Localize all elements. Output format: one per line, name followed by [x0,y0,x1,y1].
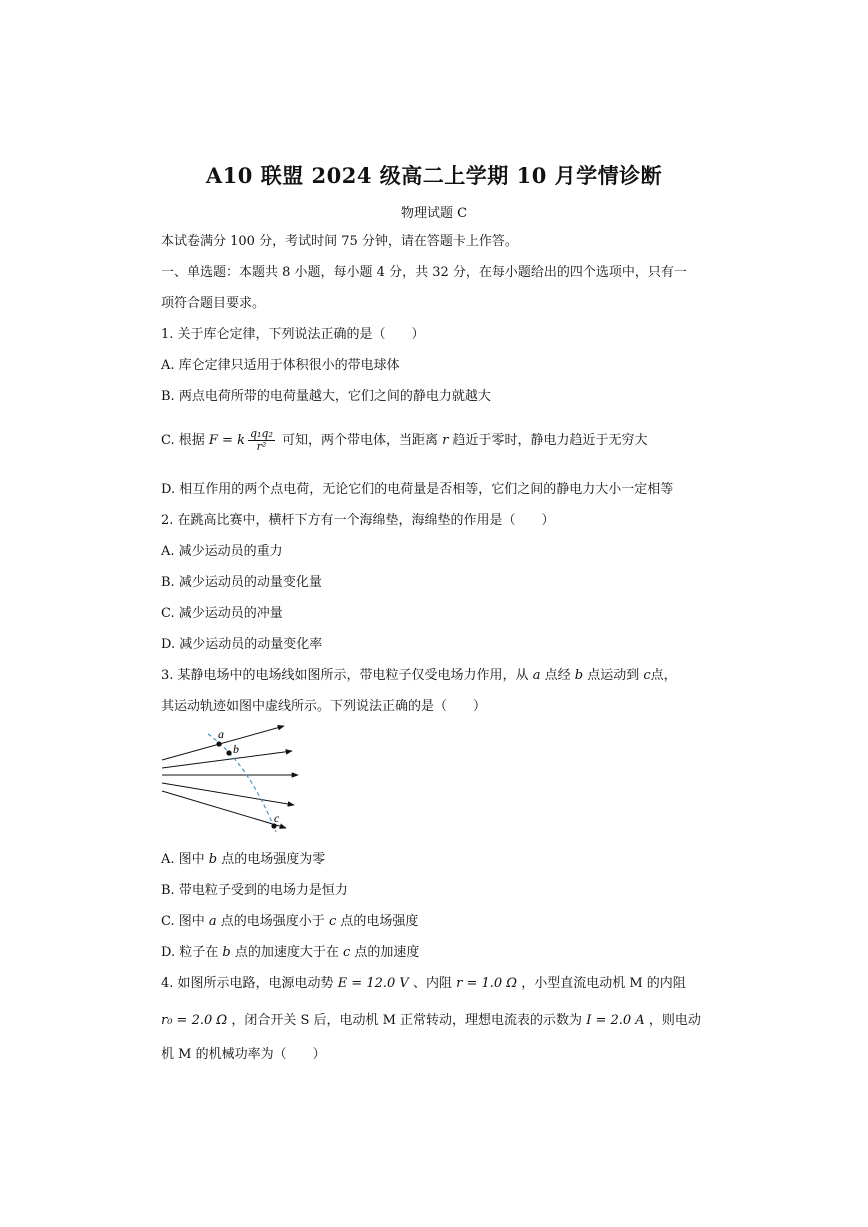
coulomb-formula-numerator: q₁q₂ [249,427,273,440]
q3-var-c: c [643,668,651,683]
q3-option-d [161,945,419,961]
q3-option-c-text-2: 点的电场强度小于 [220,914,325,929]
q3-var-a: a [532,668,541,683]
q3-option-a [161,852,325,868]
point-a-label: a [218,727,224,741]
q1-option-c-prefix: C. 根据 [161,433,205,448]
q3-option-a-text-2: 点的电场强度为零 [221,852,326,867]
q3-var-b: b [574,668,584,683]
q3-option-a-text-1: A. 图中 [161,852,205,867]
q3-option-c-text-1: C. 图中 [161,914,205,929]
q3-option-d-var-b: b [222,945,231,960]
q4-text-1: 4. 如图所示电路，电源电动势 [161,976,334,991]
q4-stem-line-3: 机 M 的机械功率为（ ） [161,1047,326,1062]
q1-option-a: A. 库仑定律只适用于体积很小的带电球体 [161,358,400,373]
electric-field-figure [158,722,308,837]
q3-option-d-text-2: 点的加速度大于在 [234,945,339,960]
section-heading-line-1: 一、单选题：本题共 8 小题，每小题 4 分，共 32 分，在每小题给出的四个选项中，只有一 [161,265,687,280]
q3-option-d-var-c: c [343,945,351,960]
q1-option-c-var-r: r [442,433,449,448]
point-b-label: b [233,742,239,756]
q4-text-3: ，小型直流电动机 M 的内阻 [521,976,686,991]
q2-option-d: D. 减少运动员的动量变化率 [161,637,323,652]
q3-option-c-var-a: a [208,914,217,929]
field-line-4 [162,783,294,805]
q4-text-5: ，则电动 [648,1013,701,1028]
q3-option-a-var-b: b [208,852,218,867]
q1-option-c [161,428,648,453]
exam-intro: 本试卷满分 100 分，考试时间 75 分钟，请在答题卡上作答。 [161,234,518,249]
particle-trajectory [208,734,276,832]
q3-stem-line-1 [161,668,677,684]
q3-option-d-text-3: 点的加速度 [354,945,420,960]
q3-option-c-var-c: c [328,914,337,929]
q3-option-d-text-1: D. 粒子在 [161,945,219,960]
q3-stem-text-4: 点， [650,668,677,683]
field-line-5 [162,791,286,828]
coulomb-formula-denominator: r² [256,440,267,453]
q1-option-c-text-1: 可知，两个带电体，当距离 [282,433,439,448]
q1-option-c-text-2: 趋近于零时，静电力趋近于无穷大 [452,433,648,448]
q3-stem-line-2: 其运动轨迹如图中虚线所示。下列说法正确的是（ ） [161,699,487,714]
q2-option-c: C. 减少运动员的冲量 [161,606,283,621]
q2-option-a: A. 减少运动员的重力 [161,544,283,559]
page-subtitle: 物理试题 C [400,206,468,221]
q2-stem: 2. 在跳高比赛中，横杆下方有一个海绵垫，海绵垫的作用是（ ） [161,513,555,528]
q3-option-c [161,914,418,930]
page-title: A10 联盟 2024 级高二上学期 10 月学情诊断 [205,163,663,188]
q4-stem-line-1 [161,976,686,992]
coulomb-formula-fraction [248,428,275,453]
q1-option-b: B. 两点电荷所带的电荷量越大，它们之间的静电力就越大 [161,389,491,404]
q3-stem-text-2: 点经 [544,668,571,683]
q4-current-value: I = 2.0 A [586,1013,645,1028]
q4-emf-value: E = 12.0 V [337,976,409,991]
q4-text-2: 、内阻 [412,976,452,991]
q2-option-b: B. 减少运动员的动量变化量 [161,575,322,590]
point-a-marker [216,741,221,746]
q1-option-d: D. 相互作用的两个点电荷，无论它们的电荷量是否相等，它们之间的静电力大小一定相等 [161,482,674,497]
q3-stem-text-1: 3. 某静电场中的电场线如图所示，带电粒子仅受电场力作用，从 [161,668,529,683]
point-c-label: c [274,811,280,825]
q1-stem: 1. 关于库仑定律，下列说法正确的是（ ） [161,327,425,342]
point-b-marker [226,750,231,755]
section-heading-line-2: 项符合题目要求。 [161,296,266,311]
q3-option-c-text-3: 点的电场强度 [340,914,419,929]
q4-stem-line-2 [161,1013,701,1029]
q3-stem-text-3: 点运动到 [587,668,640,683]
q4-internal-resistance: r = 1.0 Ω [456,976,518,991]
coulomb-formula-lhs: F = k [208,433,245,448]
q3-option-b: B. 带电粒子受到的电场力是恒力 [161,883,348,898]
q4-motor-resistance: r₀ = 2.0 Ω [161,1013,228,1028]
q4-text-4: ，闭合开关 S 后，电动机 M 正常转动，理想电流表的示数为 [231,1013,583,1028]
